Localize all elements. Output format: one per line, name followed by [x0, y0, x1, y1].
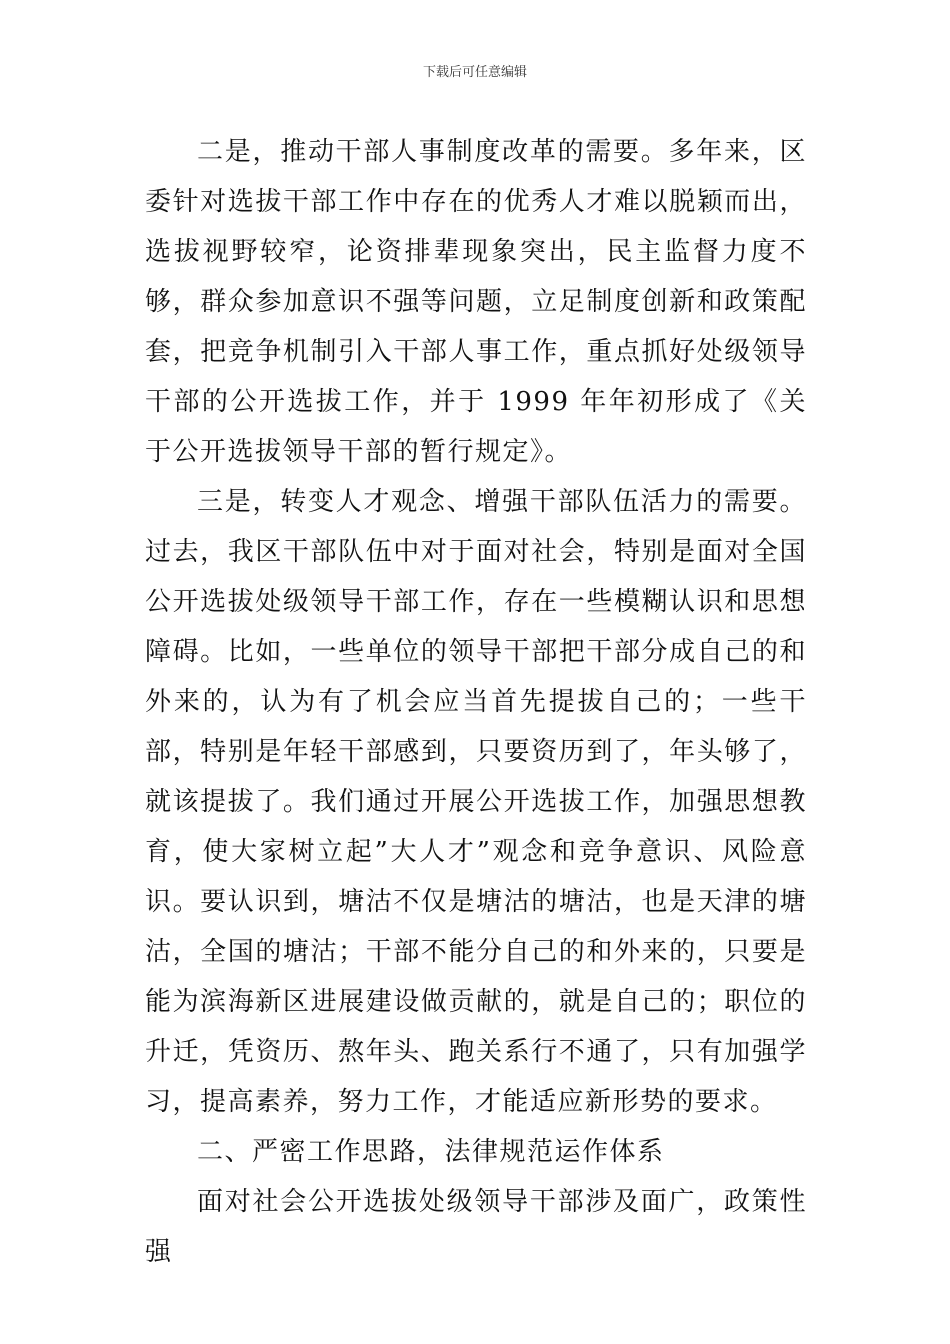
- document-body: [145, 127, 807, 1277]
- section-heading: 二、严密工作思路，法律规范运作体系: [197, 1137, 665, 1167]
- paragraph-talent-concept: 三是，转变人才观念、增强干部队伍活力的需要。过去，我区干部队伍中对于面对社会，特别是面对全国公开选拔处级领导干部工作，存在一些模糊认识和思想障碍。比如，一些单位的领导干部把干部分成自己的和外来的，认为有了机会应当首先提拔自己的；一些干部，特别是年轻干部感到，只要资历到了，年头够了，就该提拔了。我们通过开展公开选拔工作，加强思想教育，使大家树立起”大人才”观念和竞争意识、风险意识。要认识到，塘沽不仅是塘沽的塘沽，也是天津的塘沽，全国的塘沽；干部不能分自己的和外来的，只要是能为滨海新区进展建设做贡献的，就是自己的；职位的升迁，凭资历、熬年头、跑关系行不通了，只有加强学习，提高素养，努力工作，才能适应新形势的要求。: [145, 487, 807, 1117]
- paragraph-selection-scope: 面对社会公开选拔处级领导干部涉及面广，政策性强: [145, 1187, 807, 1267]
- page-header: 下载后可任意编辑: [422, 65, 527, 80]
- paragraph-reform-need: 二是，推动干部人事制度改革的需要。多年来，区委针对选拔干部工作中存在的优秀人才难以脱颖而出，选拔视野较窄，论资排辈现象突出，民主监督力度不够，群众参加意识不强等问题，立足制度创新和政策配套，把竞争机制引入干部人事工作，重点抓好处级领导干部的公开选拔工作，并于 1999 年年初形成了《关于公开选拔领导干部的暂行规定》。: [145, 137, 807, 467]
